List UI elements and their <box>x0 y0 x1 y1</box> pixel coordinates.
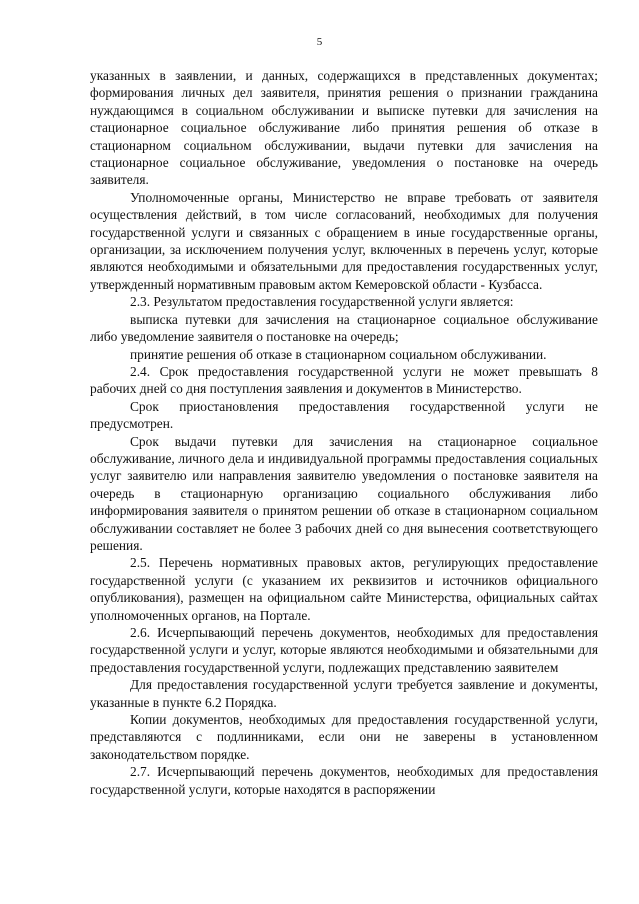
paragraph: Уполномоченные органы, Министерство не вправе требовать от заявителя осуществления действий, в том числе согласований, необходимых для получения государственной услуги и связанных с обращением в иные государственные органы, организации, за исключением получения услуг, включенных в перечень услуг, которые являются необходимыми и обязательными для предоставления государственных услуг, утвержденный нормативным правовым актом Кемеровской области - Кузбасса. <box>90 189 598 292</box>
document-body <box>90 67 598 798</box>
paragraph: 2.5. Перечень нормативных правовых актов, регулирующих предоставление государственной услуги (с указанием их реквизитов и источников официального опубликования), размещен на официальном сайте Министерства, официальных сайтах уполномоченных органов, на Портале. <box>90 555 598 623</box>
paragraph: 2.7. Исчерпывающий перечень документов, необходимых для предоставления государственной услуги, которые находятся в распоряжении <box>90 764 598 797</box>
paragraph: Для предоставления государственной услуги требуется заявление и документы, указанные в пункте 6.2 Порядка. <box>90 677 598 710</box>
paragraph: принятие решения об отказе в стационарном социальном обслуживании. <box>130 346 547 362</box>
paragraph: указанных в заявлении, и данных, содержащихся в представленных документах; формирования личных дел заявителя, принятия решения о признании гражданина нуждающимся в социальном обслуживании и выписке путевки для зачисления на стационарное социальное обслуживание либо принятия решения об отказе в стационарном социальном обслуживании, выдачи путевки для зачисления на стационарное социальное обслуживание, уведомления о постановке на очередь заявителя. <box>90 68 598 188</box>
paragraph: 2.4. Срок предоставления государственной услуги не может превышать 8 рабочих дней со дня поступления заявления и документов в Министерство. <box>90 363 598 397</box>
page-number: 5 <box>316 36 323 48</box>
paragraph: 2.3. Результатом предоставления государственной услуги является: <box>130 294 514 310</box>
paragraph: выписка путевки для зачисления на стационарное социальное обслуживание либо уведомление заявителя о постановке на очередь; <box>90 311 598 345</box>
paragraph: Копии документов, необходимых для предоставления государственной услуги, представляются с подлинниками, если они не заверены в установленном законодательством порядке. <box>90 712 598 762</box>
paragraph: 2.6. Исчерпывающий перечень документов, необходимых для предоставления государственной услуги и услуг, которые являются необходимыми и обязательными для предоставления государственной услуги, подлежащих представлению заявителем <box>90 625 598 675</box>
paragraph: Срок выдачи путевки для зачисления на стационарное социальное обслуживание, личного дела и индивидуальной программы предоставления социальных услуг заявителю или направления заявителю уведомления о постановке заявителя на очередь в стационарную организацию социального обслуживания либо информирования заявителя о принятом решении об отказе в стационарном социальном обслуживании составляет не более 3 рабочих дней со дня вынесения соответствующего решения. <box>90 433 598 553</box>
paragraph: Срок приостановления предоставления государственной услуги не предусмотрен. <box>90 398 598 432</box>
